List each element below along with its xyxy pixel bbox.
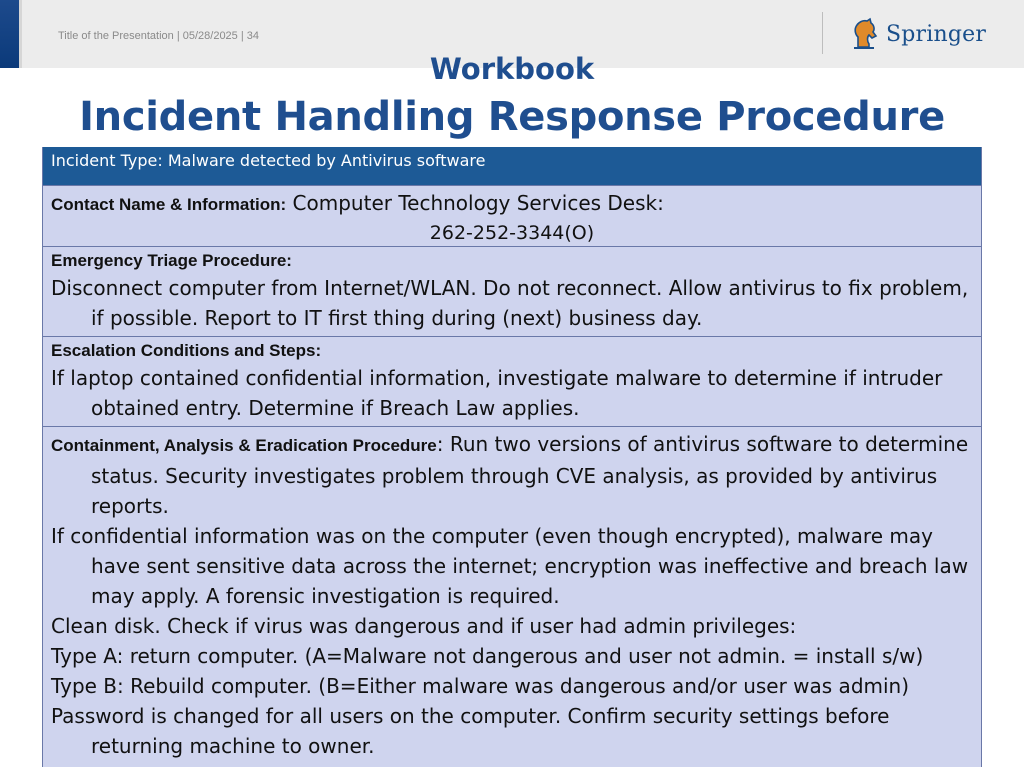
containment-label: Containment, Analysis & Eradication Procedure [51, 436, 437, 455]
containment-paragraph: If confidential information was on the computer (even though encrypted), malware may have sent sensitive data across the internet; encryption was ineffective and breach law may apply. A forensic investigation is required. [51, 524, 969, 608]
contact-value: Computer Technology Services Desk: [292, 191, 664, 215]
escalation-row [43, 337, 981, 427]
containment-first-text: : Run two versions of antivirus software to determine status. Security investigates problem through CVE analysis, as provided by antivirus reports. [91, 432, 969, 518]
triage-label: Emergency Triage Procedure: [51, 251, 292, 270]
slide-title: Incident Handling Response Procedure [79, 94, 945, 140]
springer-horse-icon [850, 17, 880, 51]
procedure-table [42, 147, 982, 767]
escalation-label: Escalation Conditions and Steps: [51, 341, 322, 360]
triage-row [43, 247, 981, 337]
incident-type-text: Incident Type: Malware detected by Antivirus software [51, 151, 486, 170]
contact-row [43, 186, 981, 247]
slide-subtitle: Workbook [429, 52, 595, 86]
springer-logo [850, 14, 986, 54]
contact-label: Contact Name & Information: [51, 195, 287, 214]
slide-footer-text: Title of the Presentation | 05/28/2025 | 34 [58, 30, 259, 42]
incident-type-row [43, 147, 981, 186]
contact-phone: 262-252-3344(O) [429, 222, 595, 244]
containment-paragraph: Type B: Rebuild computer. (B=Either malware was dangerous and/or user was admin) [51, 674, 910, 698]
triage-text: Disconnect computer from Internet/WLAN. Do not reconnect. Allow antivirus to fix problem, if possible. Report to IT first thing during (next) business day. [51, 276, 969, 330]
containment-paragraph: Type A: return computer. (A=Malware not dangerous and user not admin. = install s/w) [51, 644, 924, 668]
containment-paragraph: Clean disk. Check if virus was dangerous and if user had admin privileges: [51, 614, 797, 638]
containment-intro [51, 429, 973, 521]
containment-row [43, 427, 981, 767]
header-divider [822, 12, 823, 54]
springer-logo-text: Springer [886, 21, 987, 47]
escalation-text: If laptop contained confidential information, investigate malware to determine if intruder obtained entry. Determine if Breach Law applies. [51, 366, 943, 420]
containment-paragraph: Password is changed for all users on the computer. Confirm security settings before returning machine to owner. [51, 704, 890, 758]
